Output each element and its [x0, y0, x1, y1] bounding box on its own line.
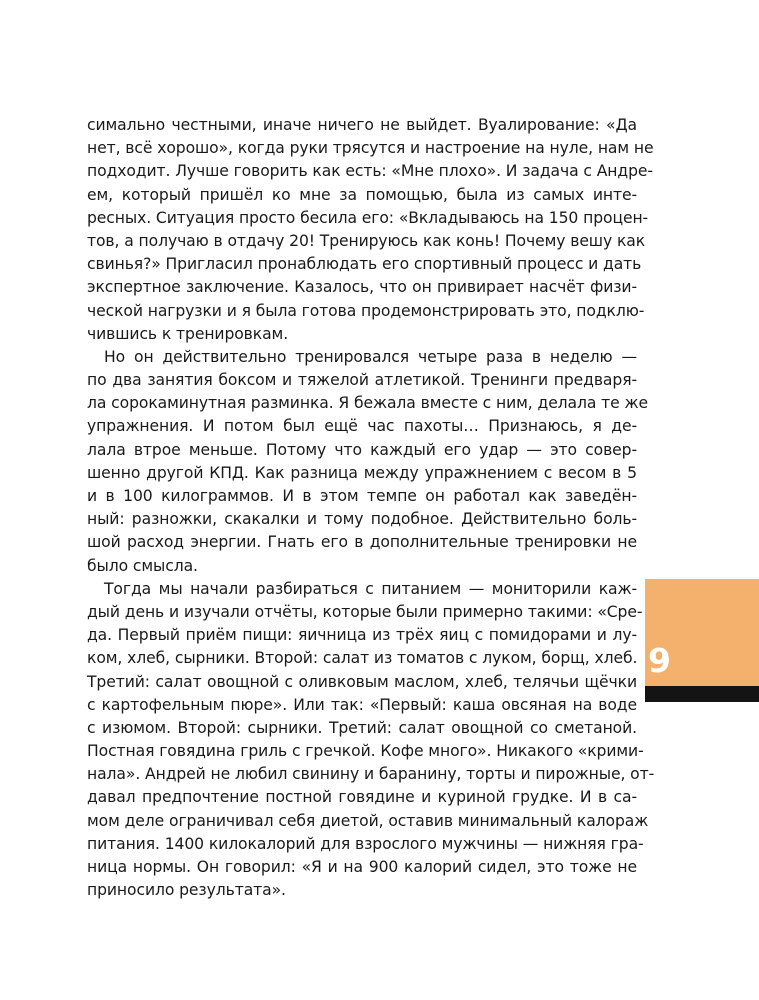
text-line: питания. 1400 килокалорий для взрослого мужчины — нижняя гра-: [87, 834, 644, 853]
text-line: ческой нагрузки и я была готова продемонстрировать это, подклю-: [87, 301, 645, 320]
text-line: и в 100 килограммов. И в этом темпе он работал как заведён-: [87, 487, 637, 505]
text-line: нет, всё хорошо», когда руки трясутся и настроение на нуле, нам не: [87, 139, 654, 158]
text-line: нала». Андрей не любил свинину и баранину, торты и пирожные, от-: [87, 765, 655, 784]
text-line: ресных. Ситуация просто бесила его: «Вкладываюсь на 150 процен-: [87, 208, 649, 227]
text-line: шенно другой КПД. Как разница между упражнением с весом в 5: [87, 463, 637, 482]
text-line: по два занятия боксом и тяжелой атлетикой. Тренинги предваря-: [87, 371, 637, 390]
text-line: было смысла.: [87, 556, 198, 575]
text-line: Постная говядина гриль с гречкой. Кофе много». Никакого «крими-: [87, 742, 644, 761]
text-line: приносило результата».: [87, 881, 286, 900]
text-line: симально честными, иначе ничего не выйдет. Вуалирование: «Да: [87, 116, 637, 134]
text-line: ный: разножки, скакалки и тому подобное. Действительно боль-: [87, 510, 637, 529]
body-text: [87, 114, 655, 902]
text-line: ла сорокаминутная разминка. Я бежала вместе с ним, делала те же: [87, 394, 648, 413]
text-line: ком, хлеб, сырники. Второй: салат из томатов с луком, борщ, хлеб.: [87, 649, 638, 668]
paragraph-start-line: Но он действительно тренировался четыре раза в неделю —: [104, 347, 637, 366]
text-line: да. Первый приём пищи: яичница из трёх яиц с помидорами и лу-: [87, 626, 637, 645]
text-line: с картофельным пюре». Или так: «Первый: каша овсяная на воде: [87, 695, 637, 714]
text-line: Третий: салат овощной с оливковым маслом, хлеб, телячьи щёчки: [87, 672, 637, 691]
text-line: ница нормы. Он говорил: «Я и на 900 калорий сидел, это тоже не: [87, 858, 637, 876]
chapter-tab-bar: [645, 686, 759, 702]
text-line: мом деле ограничивал себя диетой, оставив минимальный калораж: [87, 811, 649, 830]
text-line: с изюмом. Второй: сырники. Третий: салат овощной со сметаной.: [87, 718, 637, 737]
chapter-number: 9: [648, 641, 671, 680]
text-line: тов, а получаю в отдачу 20! Тренируюсь как конь! Почему вешу как: [87, 231, 646, 250]
text-line: свинья?» Пригласил пронаблюдать его спортивный процесс и дать: [87, 255, 642, 274]
text-line: ем, который пришёл ко мне за помощью, была из самых инте-: [87, 185, 637, 204]
text-line: дый день и изучали отчёты, которые были примерно такими: «Сре-: [87, 602, 643, 621]
paragraph-start-line: Тогда мы начали разбираться с питанием — мониторили каж-: [104, 579, 637, 598]
text-line: подходит. Лучше говорить как есть: «Мне плохо». И задача с Андре-: [87, 162, 653, 181]
text-line: давал предпочтение постной говядине и куриной грудке. И в са-: [87, 788, 637, 807]
text-line: шой расход энергии. Гнать его в дополнительные тренировки не: [87, 533, 637, 552]
text-line: упражнения. И потом был ещё час пахоты… Признаюсь, я де-: [87, 417, 637, 436]
text-line: чившись к тренировкам.: [87, 324, 289, 343]
text-line: экспертное заключение. Казалось, что он привирает насчёт физи-: [87, 278, 637, 297]
text-line: лала втрое меньше. Потому что каждый его удар — это совер-: [87, 440, 637, 459]
